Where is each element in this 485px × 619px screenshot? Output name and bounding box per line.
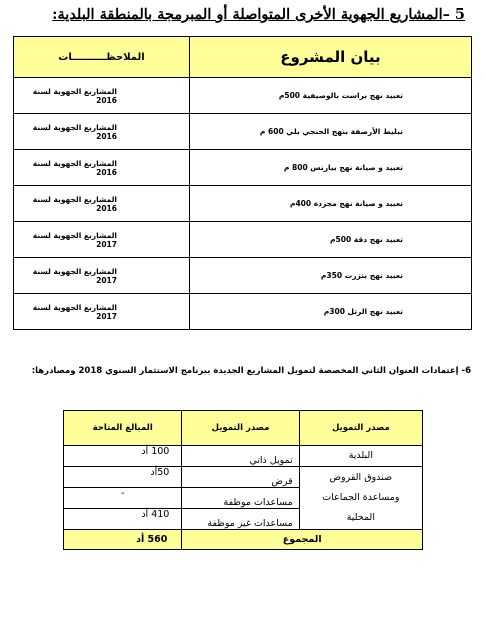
table-row bbox=[14, 294, 472, 330]
section5-heading: 5 –المشاريع الجهوية الأخرى المتواصلة أو المبرمجة بالمنطقة البلدية: bbox=[52, 6, 465, 23]
funding-type-cell: مساعدات غير موظفة bbox=[182, 509, 299, 530]
amount-cell: 410 أد bbox=[64, 509, 182, 530]
note-cell: المشاريع الجهوية لسنة 2016 bbox=[14, 114, 190, 150]
table-row bbox=[14, 114, 472, 150]
source-fund-line: ومساعدة الجماعات bbox=[322, 492, 400, 503]
table-row bbox=[14, 186, 472, 222]
amount-cell: 100 أد bbox=[64, 446, 182, 467]
source-fund-line: صندوق القروض bbox=[329, 472, 393, 483]
project-cell: تعبيد نهج بنزرت 350م bbox=[190, 258, 472, 294]
note-cell: المشاريع الجهوية لسنة 2016 bbox=[14, 150, 190, 186]
table-row bbox=[14, 78, 472, 114]
note-cell: المشاريع الجهوية لسنة 2017 bbox=[14, 258, 190, 294]
funding-type-cell: قرض bbox=[182, 467, 299, 488]
table-row bbox=[14, 222, 472, 258]
header-amount: المبالغ المتاحة bbox=[64, 411, 182, 446]
project-cell: تعبيد و صيانة نهج مجردة 400م bbox=[190, 186, 472, 222]
note-cell: المشاريع الجهوية لسنة 2017 bbox=[14, 294, 190, 330]
note-cell: المشاريع الجهوية لسنة 2016 bbox=[14, 78, 190, 114]
header-funding-type: مصدر التمويل bbox=[182, 411, 299, 446]
total-row bbox=[64, 530, 423, 550]
section6-heading: 6- إعتمادات العنوان الثاني المخصصة لتمويل المشاريع الجديدة ببرنامج الاستثمار السنوي 2018 ومصادرها: bbox=[31, 366, 471, 376]
header-notes: الملاحظــــــــــات bbox=[14, 37, 190, 78]
source-municipality: البلدية bbox=[299, 446, 422, 467]
projects-header-row bbox=[14, 37, 472, 78]
funding-type-cell: مساعدات موظفة bbox=[182, 488, 299, 509]
note-cell: المشاريع الجهوية لسنة 2017 bbox=[14, 222, 190, 258]
project-cell: تعبيد نهج الرتل 300م bbox=[190, 294, 472, 330]
table-row bbox=[14, 258, 472, 294]
funding-type-cell: تمويل ذاتي bbox=[182, 446, 299, 467]
project-cell: تبليط الأرصفة بنهج الحنجي بلي 600 م bbox=[190, 114, 472, 150]
source-fund-line: المحلية bbox=[346, 512, 375, 523]
total-label: المجموع bbox=[182, 530, 423, 550]
amount-cell: - bbox=[64, 488, 182, 509]
note-cell: المشاريع الجهوية لسنة 2016 bbox=[14, 186, 190, 222]
table-row bbox=[64, 446, 423, 467]
header-funding-source: مصدر التمويل bbox=[299, 411, 422, 446]
header-project: بيان المشروع bbox=[190, 37, 472, 78]
project-cell: تعبيد نهج براست بالوصيفية 500م bbox=[190, 78, 472, 114]
project-cell: تعبيد نهج دقة 500م bbox=[190, 222, 472, 258]
table-row bbox=[64, 467, 423, 488]
total-value: 560 أد bbox=[64, 530, 182, 550]
amount-cell: 50أد bbox=[64, 467, 182, 488]
funding-table bbox=[63, 410, 423, 550]
table-row bbox=[14, 150, 472, 186]
project-cell: تعبيد و صيانة نهج بيارنس 800 م bbox=[190, 150, 472, 186]
projects-table bbox=[13, 36, 472, 330]
source-loan-fund bbox=[299, 467, 422, 530]
funding-header-row bbox=[64, 411, 423, 446]
